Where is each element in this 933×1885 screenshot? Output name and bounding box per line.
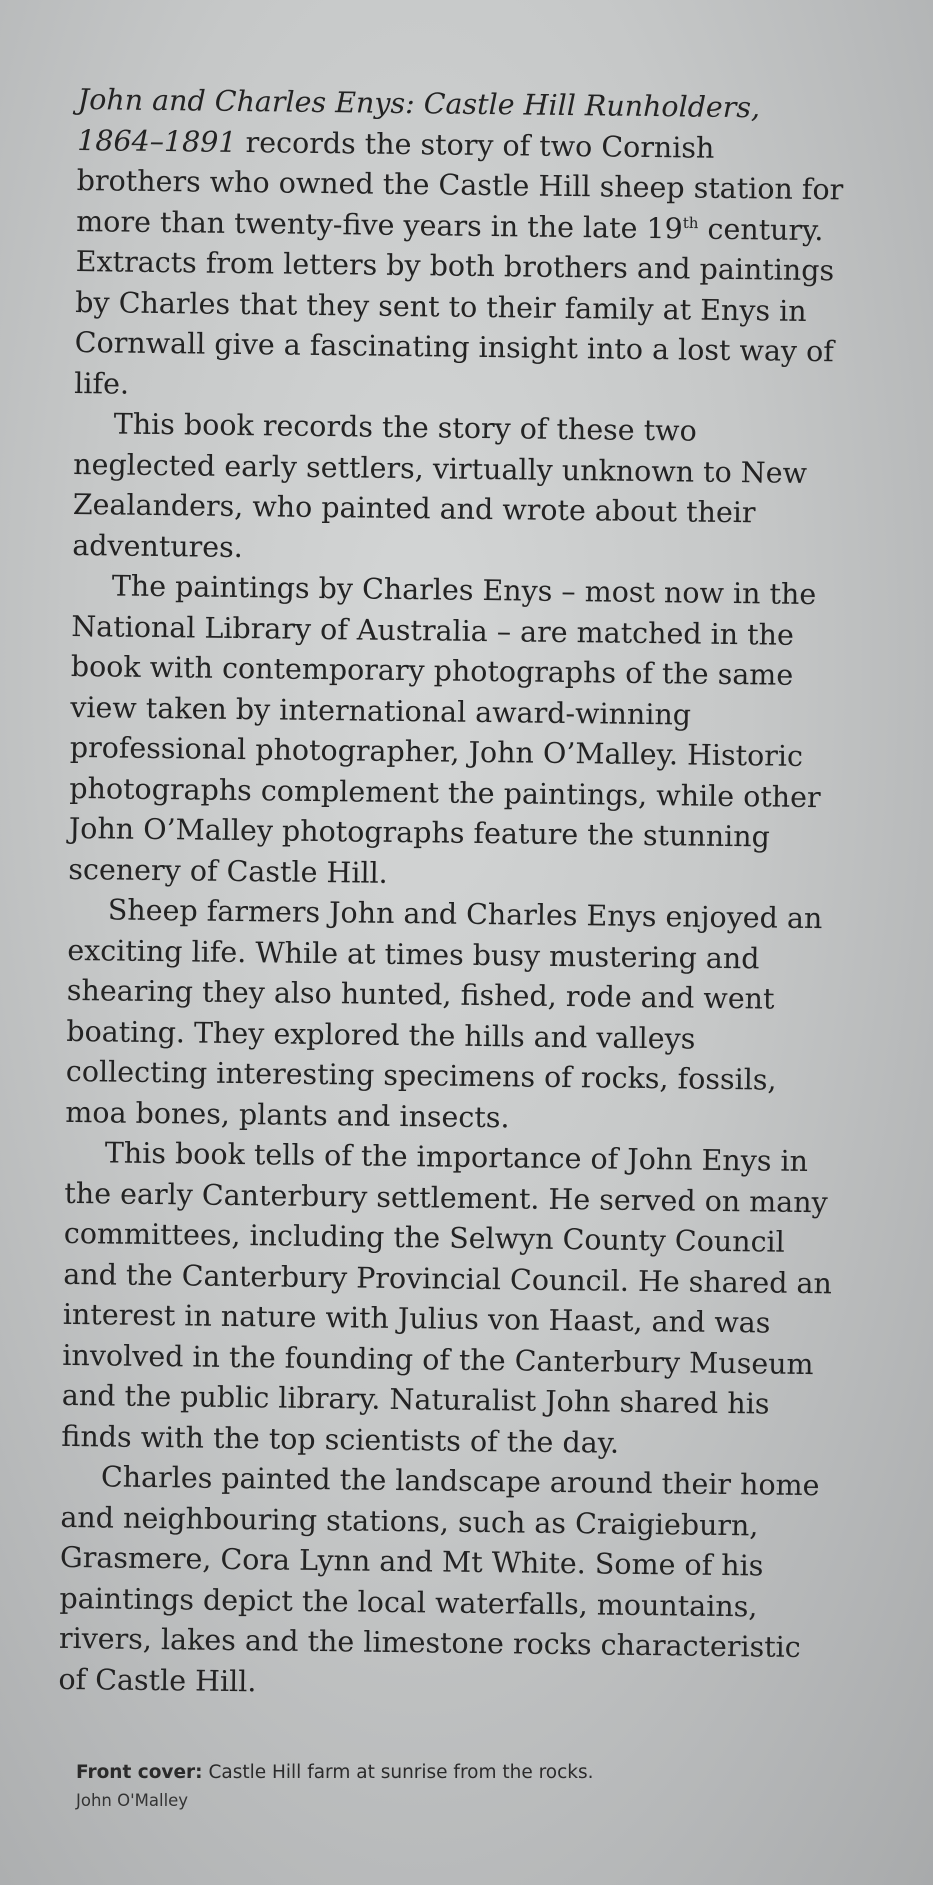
- book-title: John and Charles Enys: Castle Hill Runholders, 1864–1891: [77, 82, 761, 159]
- intro-text-part2: century. Extracts from letters by both brothers and paintings by Charles that they sent to their family at Enys in Cornwall give a fascinating insight into a lost way of life.: [74, 212, 835, 401]
- photographer-credit: John O'Malley: [76, 1791, 189, 1810]
- paragraph-john-enys: This book tells of the importance of John Enys in the early Canterbury settlement. He served on many committees, including the Selwyn County Council and the Canterbury Provincial Council. He shared an interest in nature with Julius von Haast, and was involved in the founding of the Canterbury Museum and the public library. Naturalist John shared his finds with the top scientists of the day.: [61, 1136, 833, 1460]
- cover-caption: Castle Hill farm at sunrise from the rocks.: [208, 1762, 594, 1783]
- paragraph-intro: [74, 80, 848, 413]
- cover-credit-label: Front cover:: [76, 1762, 203, 1783]
- intro-text-part1: records the story of two Cornish brothers who owned the Castle Hill sheep station for more than twenty-five years in the late 19: [76, 125, 844, 245]
- paragraph-farm-life: Sheep farmers John and Charles Enys enjoyed an exciting life. While at times busy mustering and shearing they also hunted, fished, rode and went boating. They explored the hills and valleys collecting interesting specimens of rocks, fossils, moa bones, plants and insects.: [65, 893, 823, 1134]
- paragraph-paintings: The paintings by Charles Enys – most now in the National Library of Australia – are matched in the book with contemporary photographs of the same view taken by international award-winning professional photographer, John O’Malley. Historic photographs complement the paintings, while other John O’Malley photographs feature the stunning scenery of Castle Hill.: [68, 569, 821, 890]
- paragraph-charles-landscapes: Charles painted the landscape around their home and neighbouring stations, such as Craigieburn, Grasmere, Cora Lynn and Mt White. Some of his paintings depict the local waterfalls, mountains, rivers, lakes and the limestone rocks characteristic of Castle Hill.: [58, 1460, 820, 1698]
- blurb-text: [58, 80, 848, 1709]
- paragraph-settlers: This book records the story of these two neglected early settlers, virtually unknown to New Zealanders, who painted and wrote about their adventures.: [72, 407, 808, 564]
- ordinal-suffix: th: [682, 213, 699, 232]
- cover-caption-line: [76, 1758, 776, 1788]
- cover-credit: [76, 1758, 776, 1814]
